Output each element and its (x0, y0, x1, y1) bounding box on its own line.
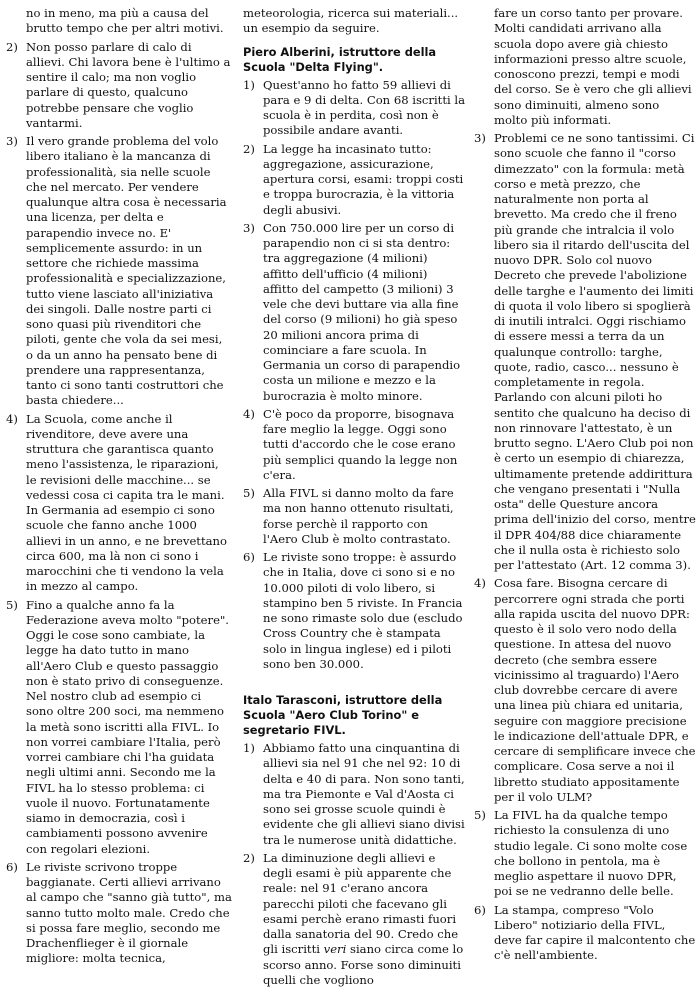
item-text: Abbiamo fatto una cinquantina di allievi sia nel 91 che nel 92: 10 di delta e 40 di para. Non sono tanti, ma tra Piemonte e Val d'Aosta ci sono sei grosse scuole quindi è evidente che gli allievi siano divisi tra le numerose unità didattiche. (263, 741, 465, 847)
item-number: 6) (474, 902, 486, 917)
item-number: 5) (6, 597, 18, 612)
item-number: 3) (243, 220, 255, 235)
column-1 (6, 6, 232, 970)
interviewee-heading: Piero Alberini, istruttore della Scuola "Delta Flying". (243, 44, 437, 74)
item-text: La stampa, compreso "Volo Libero" notiziario della FIVL, deve far capire il malcontento che c'è nell'ambiente. (494, 902, 696, 963)
answer-item (243, 851, 465, 988)
item-number: 4) (474, 576, 486, 591)
item-text: Fino a qualche anno fa la Federazione aveva molto "potere". Oggi le cose sono cambiate, la legge ha dato tutto in mano all'Aero Club e questo passaggio non è stato privo di conseguenze. Nel nostro club ad esempio ci sono oltre 200 soci, ma nemmeno la metà sono iscritti alla FIVL. Io non vorrei cambiare l'Italia, però vorrei cambiare chi l'ha guidata negli ultimi anni. Secondo me la FIVL ha lo stesso problema: ci vuole il nuovo. Fortunatamente siamo in democrazia, così i cambiamenti possono avvenire con regolari elezioni. (26, 597, 229, 856)
answer-item (474, 131, 696, 573)
column-2 (243, 6, 465, 991)
answer-item (243, 142, 465, 218)
item-text: Alla FIVL si danno molto da fare ma non hanno ottenuto risultati, forse perchè il rapporto con l'Aero Club è molto contrastato. (263, 486, 454, 546)
column-3 (474, 6, 696, 967)
item-text: C'è poco da proporre, bisognava fare meglio la legge. Oggi sono tutti d'accordo che le cose erano più semplici quando la legge non c'era. (263, 406, 458, 482)
item-text: Le riviste scrivono troppe baggianate. Certi allievi arrivano al campo che "sanno già tutto", ma sanno tutto molto male. Credo che si possa fare meglio, secondo me Drachenflieger è il giornale migliore: molta tecnica, (26, 859, 232, 966)
answer-item (6, 860, 232, 967)
item-number: 6) (243, 550, 255, 564)
answer-item (6, 598, 232, 857)
item-text: Con 750.000 lire per un corso di parapendio non ci si sta dentro: tra aggregazione (4 milioni) affitto dell'ufficio (4 milioni) affitto del campetto (3 milioni) 3 vele che devi buttare via alla fine del corso (9 milioni) ho già speso 20 milioni ancora prima di cominciare a fare scuola. In Germania un corso di parapendio costa un milione e mezzo e la burocrazia è molto minore. (263, 220, 461, 403)
item-number: 5) (243, 486, 255, 500)
answer-item (243, 486, 465, 547)
item-text: Problemi ce ne sono tantissimi. Ci sono scuole che fanno il "corso dimezzato" con la formula: metà corso e metà prezzo, che naturalmente non porta al brevetto. Ma credo che il freno più grande che intralcia il volo libero sia il ritardo dell'uscita del nuovo DPR. Solo col nuovo Decreto che prevede l'abolizione delle targhe e l'aumento dei limiti di quota il volo libero si spoglierà di inutili intralci. Oggi rischiamo di essere messi a terra da un qualunque controllo: targhe, quote, radio, casco... nessuno è completamente in regola. Parlando con alcuni piloti ho sentito che qualcuno ha deciso di non rinnovare l'attestato, è un brutto segno. L'Aero Club poi non è certo un esempio di chiarezza, ultimamente pretende addirittura che vengano presentati i "Nulla osta" delle Questure ancora prima dell'inizio del corso, mentre il DPR 404/88 dice chiaramente che il nulla osta è richiesto solo per l'attestato (Art. 12 comma 3). (494, 131, 696, 572)
item-number: 4) (243, 406, 255, 421)
interviewee-heading: Italo Tarasconi, istruttore della Scuola "Aero Club Torino" e segretario FIVL. (243, 693, 443, 737)
answer-item (474, 576, 696, 805)
item-number: 2) (6, 39, 18, 54)
item-number: 3) (6, 134, 18, 148)
item-text: La diminuzione degli allievi e degli esami è più apparente che reale: nel 91 c'erano ancora parecchi piloti che facevano gli esami perchè erano rimasti fuori dalla sanatoria del 90. Credo che gli iscritti (263, 850, 459, 957)
answer-item (474, 903, 696, 964)
item-text: Il vero grande problema del volo libero italiano è la mancanza di professionalità, sia nelle scuole che nel mercato. Per vendere qualunque altra cosa è necessaria una licenza, per delta e parapendio invece no. E' semplicemente assurdo: in un settore che richiede massima professionalità e specializzazione, tutto viene lasciato all'iniziativa dei singoli. Dalle nostre parti ci sono quasi più rivenditori che piloti, gente che vola da sei mesi, o da un anno ha pensato bene di prendere una rappresentanza, tanto ci sono tanti costruttori che basta chiedere... (26, 134, 227, 408)
item-text: Non posso parlare di calo di allievi. Chi lavora bene è l'ultimo a sentire il calo; ma non voglio parlare di questo, qualcuno potrebbe pensare che voglio vantarmi. (26, 39, 231, 130)
item-number: 5) (474, 808, 486, 822)
answer-item (243, 550, 465, 672)
answer-item (6, 412, 232, 595)
item-number: 2) (243, 850, 255, 865)
answer-item (474, 808, 696, 900)
answer-item (243, 221, 465, 404)
continued-paragraph: meteorologia, ricerca sui materiali... un esempio da seguire. (243, 6, 459, 36)
item-text: La FIVL ha da qualche tempo richiesto la consulenza di uno studio legale. Ci sono molte cose che bollono in pentola, ma è meglio aspettare il nuovo DPR, poi se ne vedranno delle belle. (494, 808, 688, 899)
italic-word: veri (323, 942, 347, 957)
item-number: 6) (6, 859, 18, 874)
answer-item (243, 78, 465, 139)
answer-item (243, 741, 465, 848)
item-text: La legge ha incasinato tutto: aggregazione, assicurazione, apertura corsi, esami: troppi costi e troppa burocrazia, è la vittoria degli abusivi. (263, 141, 464, 217)
item-text: Le riviste sono troppe: è assurdo che in Italia, dove ci sono si e no 10.000 piloti di volo libero, si stampino ben 5 riviste. In Francia ne sono rimaste solo due (escludo Cross Country che è stampata solo in lingua inglese) ed i piloti sono ben 30.000. (263, 550, 463, 671)
item-text: Cosa fare. Bisogna cercare di percorrere ogni strada che porti alla rapida uscita del nuovo DPR: questo è il solo vero nodo della questione. In attesa del nuovo decreto (che sembra essere vicinissimo al traguardo) l'Aero club dovrebbe cercare di avere una linea più chiara ed unitaria, seguire con maggiore precisione le indicazione dell'attuale DPR, e cercare di semplificare invece che complicare. Cosa serve a noi il libretto studiato appositamente per il volo ULM? (494, 576, 696, 804)
answer-item (243, 407, 465, 483)
item-number: 2) (243, 141, 255, 156)
item-text: siano circa come lo scorso anno. Forse sono diminuiti quelli che vogliono (263, 942, 464, 987)
item-text: La Scuola, come anche il rivenditore, deve avere una struttura che garantisca quanto meno l'assistenza, le riparazioni, le revisioni delle macchine... se vedessi cosa ci capita tra le mani. In Germania ad esempio ci sono scuole che fanno anche 1000 allievi in un anno, e ne brevettano circa 600, ma là non ci sono i marocchini che ti vendono la vela in mezzo al campo. (26, 411, 227, 594)
answer-item (6, 134, 232, 409)
answer-item (6, 40, 232, 132)
item-text: Quest'anno ho fatto 59 allievi di para e 9 di delta. Con 68 iscritti la scuola è in perdita, così non è possibile andare avanti. (263, 77, 466, 138)
item-number: 1) (243, 77, 255, 92)
continued-paragraph: no in meno, ma più a causa del brutto tempo che per altri motivi. (26, 6, 224, 36)
item-number: 4) (6, 411, 18, 426)
continued-paragraph: fare un corso tanto per provare. Molti candidati arrivano alla scuola dopo avere già chiesto informazioni presso altre scuole, conoscono prezzi, tempi e modi del corso. Se è vero che gli allievi sono diminuiti, almeno sono molto più informati. (494, 6, 692, 127)
item-number: 1) (243, 741, 255, 755)
item-number: 3) (474, 131, 486, 145)
